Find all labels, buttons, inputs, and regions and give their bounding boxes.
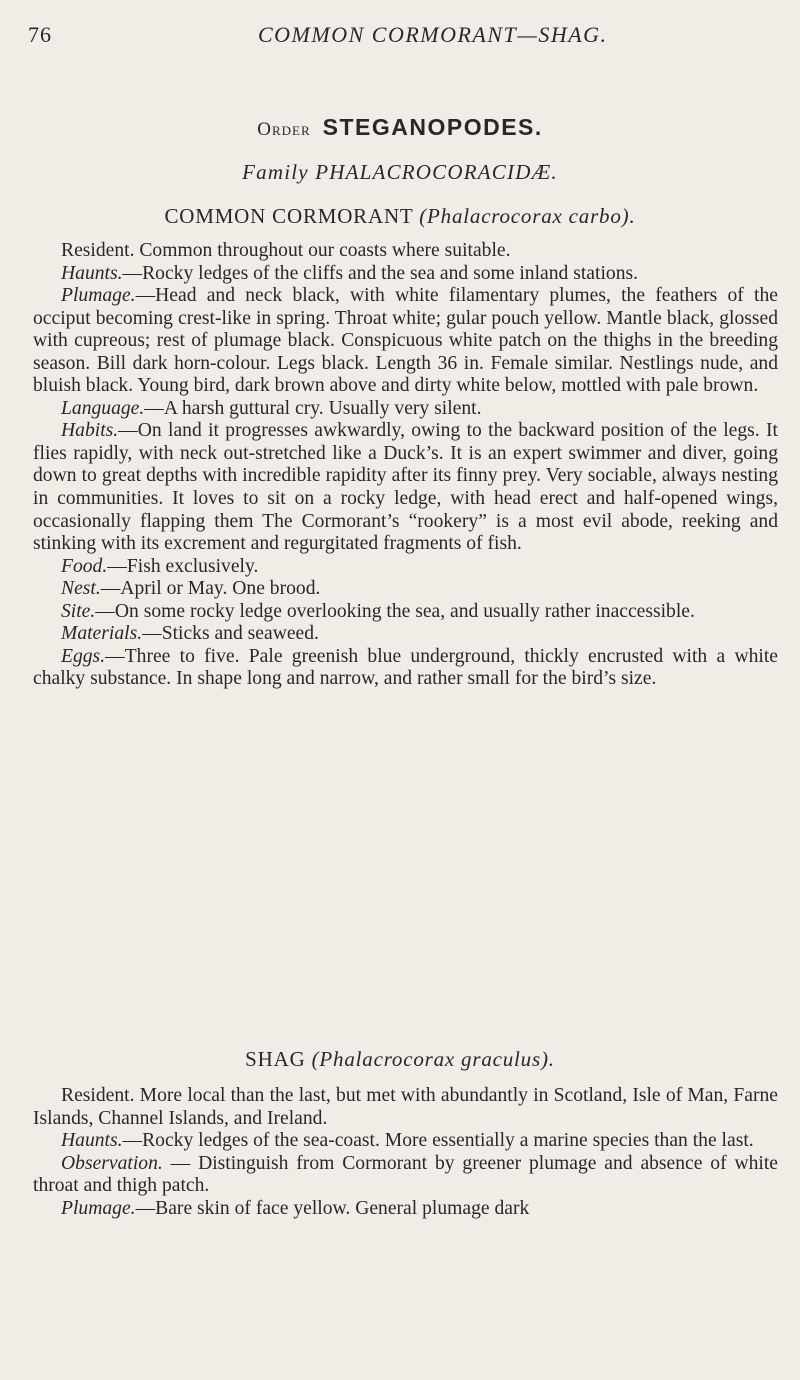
running-title: COMMON CORMORANT—SHAG. bbox=[258, 22, 608, 47]
cormorant-common-name: COMMON CORMORANT bbox=[164, 204, 414, 228]
paragraph: Plumage.—Bare skin of face yellow. General plumage dark bbox=[61, 1197, 530, 1219]
paragraph: Habits.—On land it progresses awkwardly, owing to the backward position of the legs. It flies rapidly, with neck out-stretched like a Duck’s. It is an expert swimmer and diver, going down to great depths with incredible rapidity after its finny prey. Very sociable, always nesting in communities. It loves to sit on a rocky ledge, with head erect and half-opened wings, occasionally flapping them The Cormorant’s “rookery” is a most evil abode, reeking and stinking with its excrement and regurgitated fragments of fish. bbox=[33, 420, 778, 555]
paragraph: Haunts.—Rocky ledges of the cliffs and the sea and some inland stations. bbox=[61, 262, 639, 284]
cormorant-description bbox=[33, 240, 778, 691]
shag-heading bbox=[0, 1047, 800, 1072]
paragraph: Haunts.—Rocky ledges of the sea-coast. More essentially a marine species than the last. bbox=[61, 1130, 754, 1152]
order-heading bbox=[0, 114, 800, 142]
family-heading: Family PHALACROCORACIDÆ. bbox=[242, 160, 558, 184]
paragraph: Observation. — Distinguish from Cormorant by greener plumage and absence of white throat and thigh patch. bbox=[33, 1152, 778, 1197]
shag-scientific-name: (Phalacrocorax graculus). bbox=[311, 1047, 555, 1071]
running-head bbox=[28, 22, 772, 52]
shag-description bbox=[33, 1085, 778, 1220]
paragraph: Eggs.—Three to five. Pale greenish blue underground, thickly encrusted with a white chalky substance. In shape long and narrow, and rather small for the bird’s size. bbox=[33, 645, 778, 690]
paragraph: Food.—Fish exclusively. bbox=[61, 555, 259, 577]
paragraph: Language.—A harsh guttural cry. Usually very silent. bbox=[61, 397, 482, 419]
paragraph: Plumage.—Head and neck black, with white filamentary plumes, the feathers of the occiput becoming crest-like in spring. Throat white; gular pouch yellow. Mantle black, glossed with cupreous; rest of plumage black. Conspicuous white patch on the thighs in the breeding season. Bill dark horn-colour. Legs black. Length 36 in. Female similar. Nestlings nude, and bluish black. Young bird, dark brown above and dirty white below, mottled with pale brown. bbox=[33, 285, 778, 397]
order-name: STEGANOPODES. bbox=[322, 114, 543, 140]
shag-common-name: SHAG bbox=[245, 1047, 306, 1071]
order-label: Order bbox=[257, 119, 311, 140]
paragraph: Nest.—April or May. One brood. bbox=[61, 578, 321, 600]
paragraph: Resident. More local than the last, but met with abundantly in Scotland, Isle of Man, Farne Islands, Channel Islands, and Ireland. bbox=[33, 1085, 778, 1129]
cormorant-scientific-name: (Phalacrocorax carbo). bbox=[419, 204, 636, 228]
paragraph: Materials.—Sticks and seaweed. bbox=[61, 623, 319, 645]
paragraph: Site.—On some rocky ledge overlooking the sea, and usually rather inaccessible. bbox=[61, 600, 695, 622]
cormorant-heading bbox=[0, 204, 800, 229]
page-number: 76 bbox=[28, 22, 52, 47]
paragraph: Resident. Common throughout our coasts where suitable. bbox=[61, 240, 511, 261]
